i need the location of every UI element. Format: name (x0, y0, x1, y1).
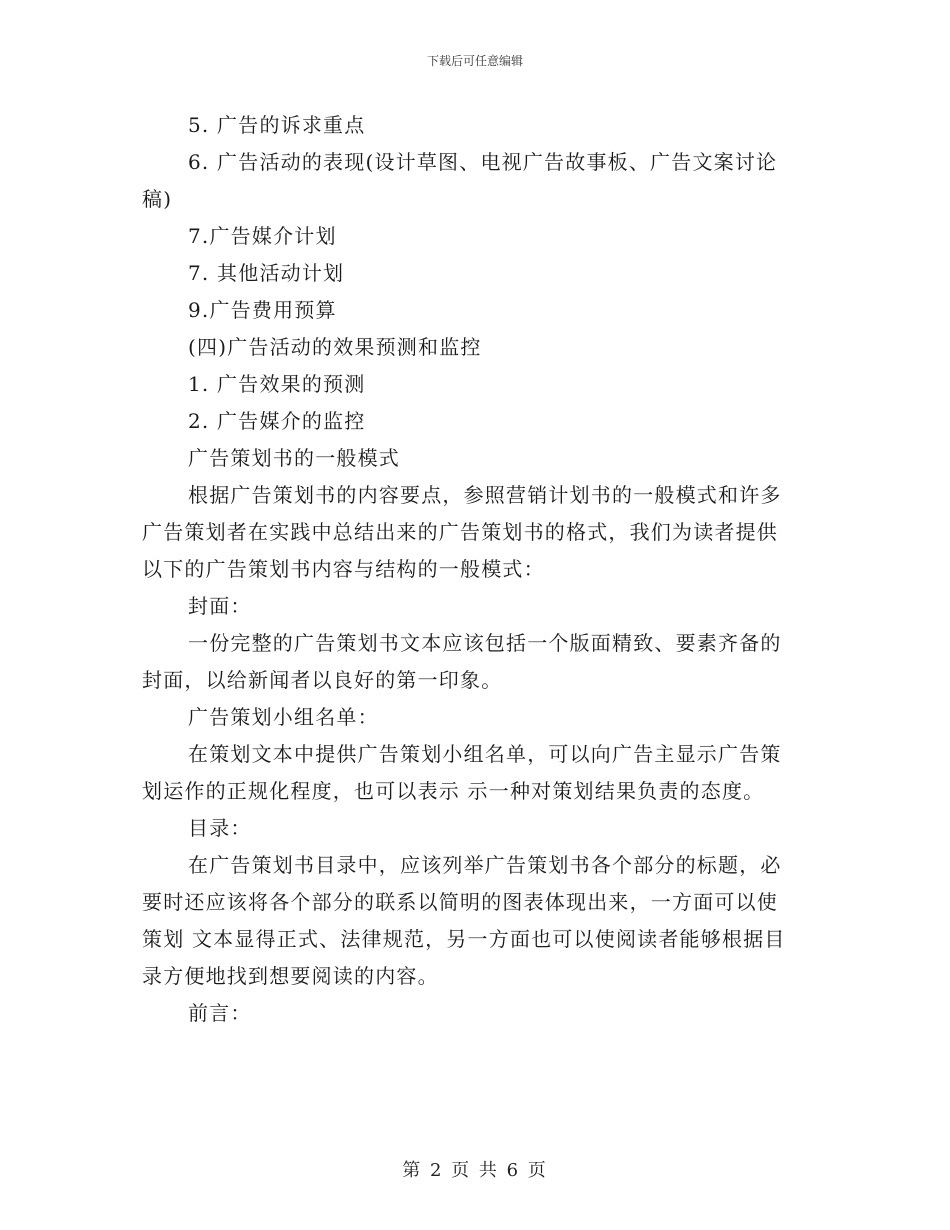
section-heading: 广告策划书的一般模式 (188, 446, 400, 470)
paragraph-line: 录方便地找到想要阅读的内容。 (142, 964, 439, 988)
list-item: 2. 广告媒介的监控 (188, 409, 366, 433)
list-item: 7.广告媒介计划 (188, 224, 337, 248)
paragraph-line: 根据广告策划书的内容要点，参照营销计划书的一般模式和许多 (188, 483, 782, 507)
paragraph-line: 划运作的正规化程度，也可以表示 示一种对策划结果负责的态度。 (142, 779, 765, 803)
list-item: 6. 广告活动的表现(设计草图、电视广告故事板、广告文案讨论 (188, 150, 778, 174)
list-item: 5. 广告的诉求重点 (188, 113, 366, 137)
section-heading: 前言： (188, 1001, 252, 1025)
page-number: 第 2 页 共 6 页 (402, 1160, 548, 1181)
paragraph-line: 以下的广告策划书内容与结构的一般模式： (142, 557, 545, 581)
paragraph-line: 封面，以给新闻者以良好的第一印象。 (142, 668, 503, 692)
section-heading: (四)广告活动的效果预测和监控 (188, 335, 482, 359)
document-body (142, 107, 802, 1032)
paragraph-line: 在策划文本中提供广告策划小组名单，可以向广告主显示广告策 (188, 742, 782, 766)
list-item: 1. 广告效果的预测 (188, 372, 366, 396)
section-heading: 目录： (188, 816, 252, 840)
page-header: 下载后可任意编辑 (426, 54, 523, 68)
section-heading: 广告策划小组名单： (188, 705, 379, 729)
paragraph-line: 策划 文本显得正式、法律规范，另一方面也可以使阅读者能够根据目 (142, 927, 786, 951)
paragraph-line: 要时还应该将各个部分的联系以简明的图表体现出来，一方面可以使 (142, 890, 778, 914)
paragraph-line: 在广告策划书目录中，应该列举广告策划书各个部分的标题，必 (188, 853, 782, 877)
paragraph-line: 广告策划者在实践中总结出来的广告策划书的格式，我们为读者提供 (142, 520, 778, 544)
paragraph-line: 一份完整的广告策划书文本应该包括一个版面精致、要素齐备的 (188, 631, 782, 655)
section-heading: 封面： (188, 594, 252, 618)
list-item: 9.广告费用预算 (188, 298, 337, 322)
list-item: 7. 其他活动计划 (188, 261, 345, 285)
list-item-continuation: 稿) (142, 187, 173, 211)
